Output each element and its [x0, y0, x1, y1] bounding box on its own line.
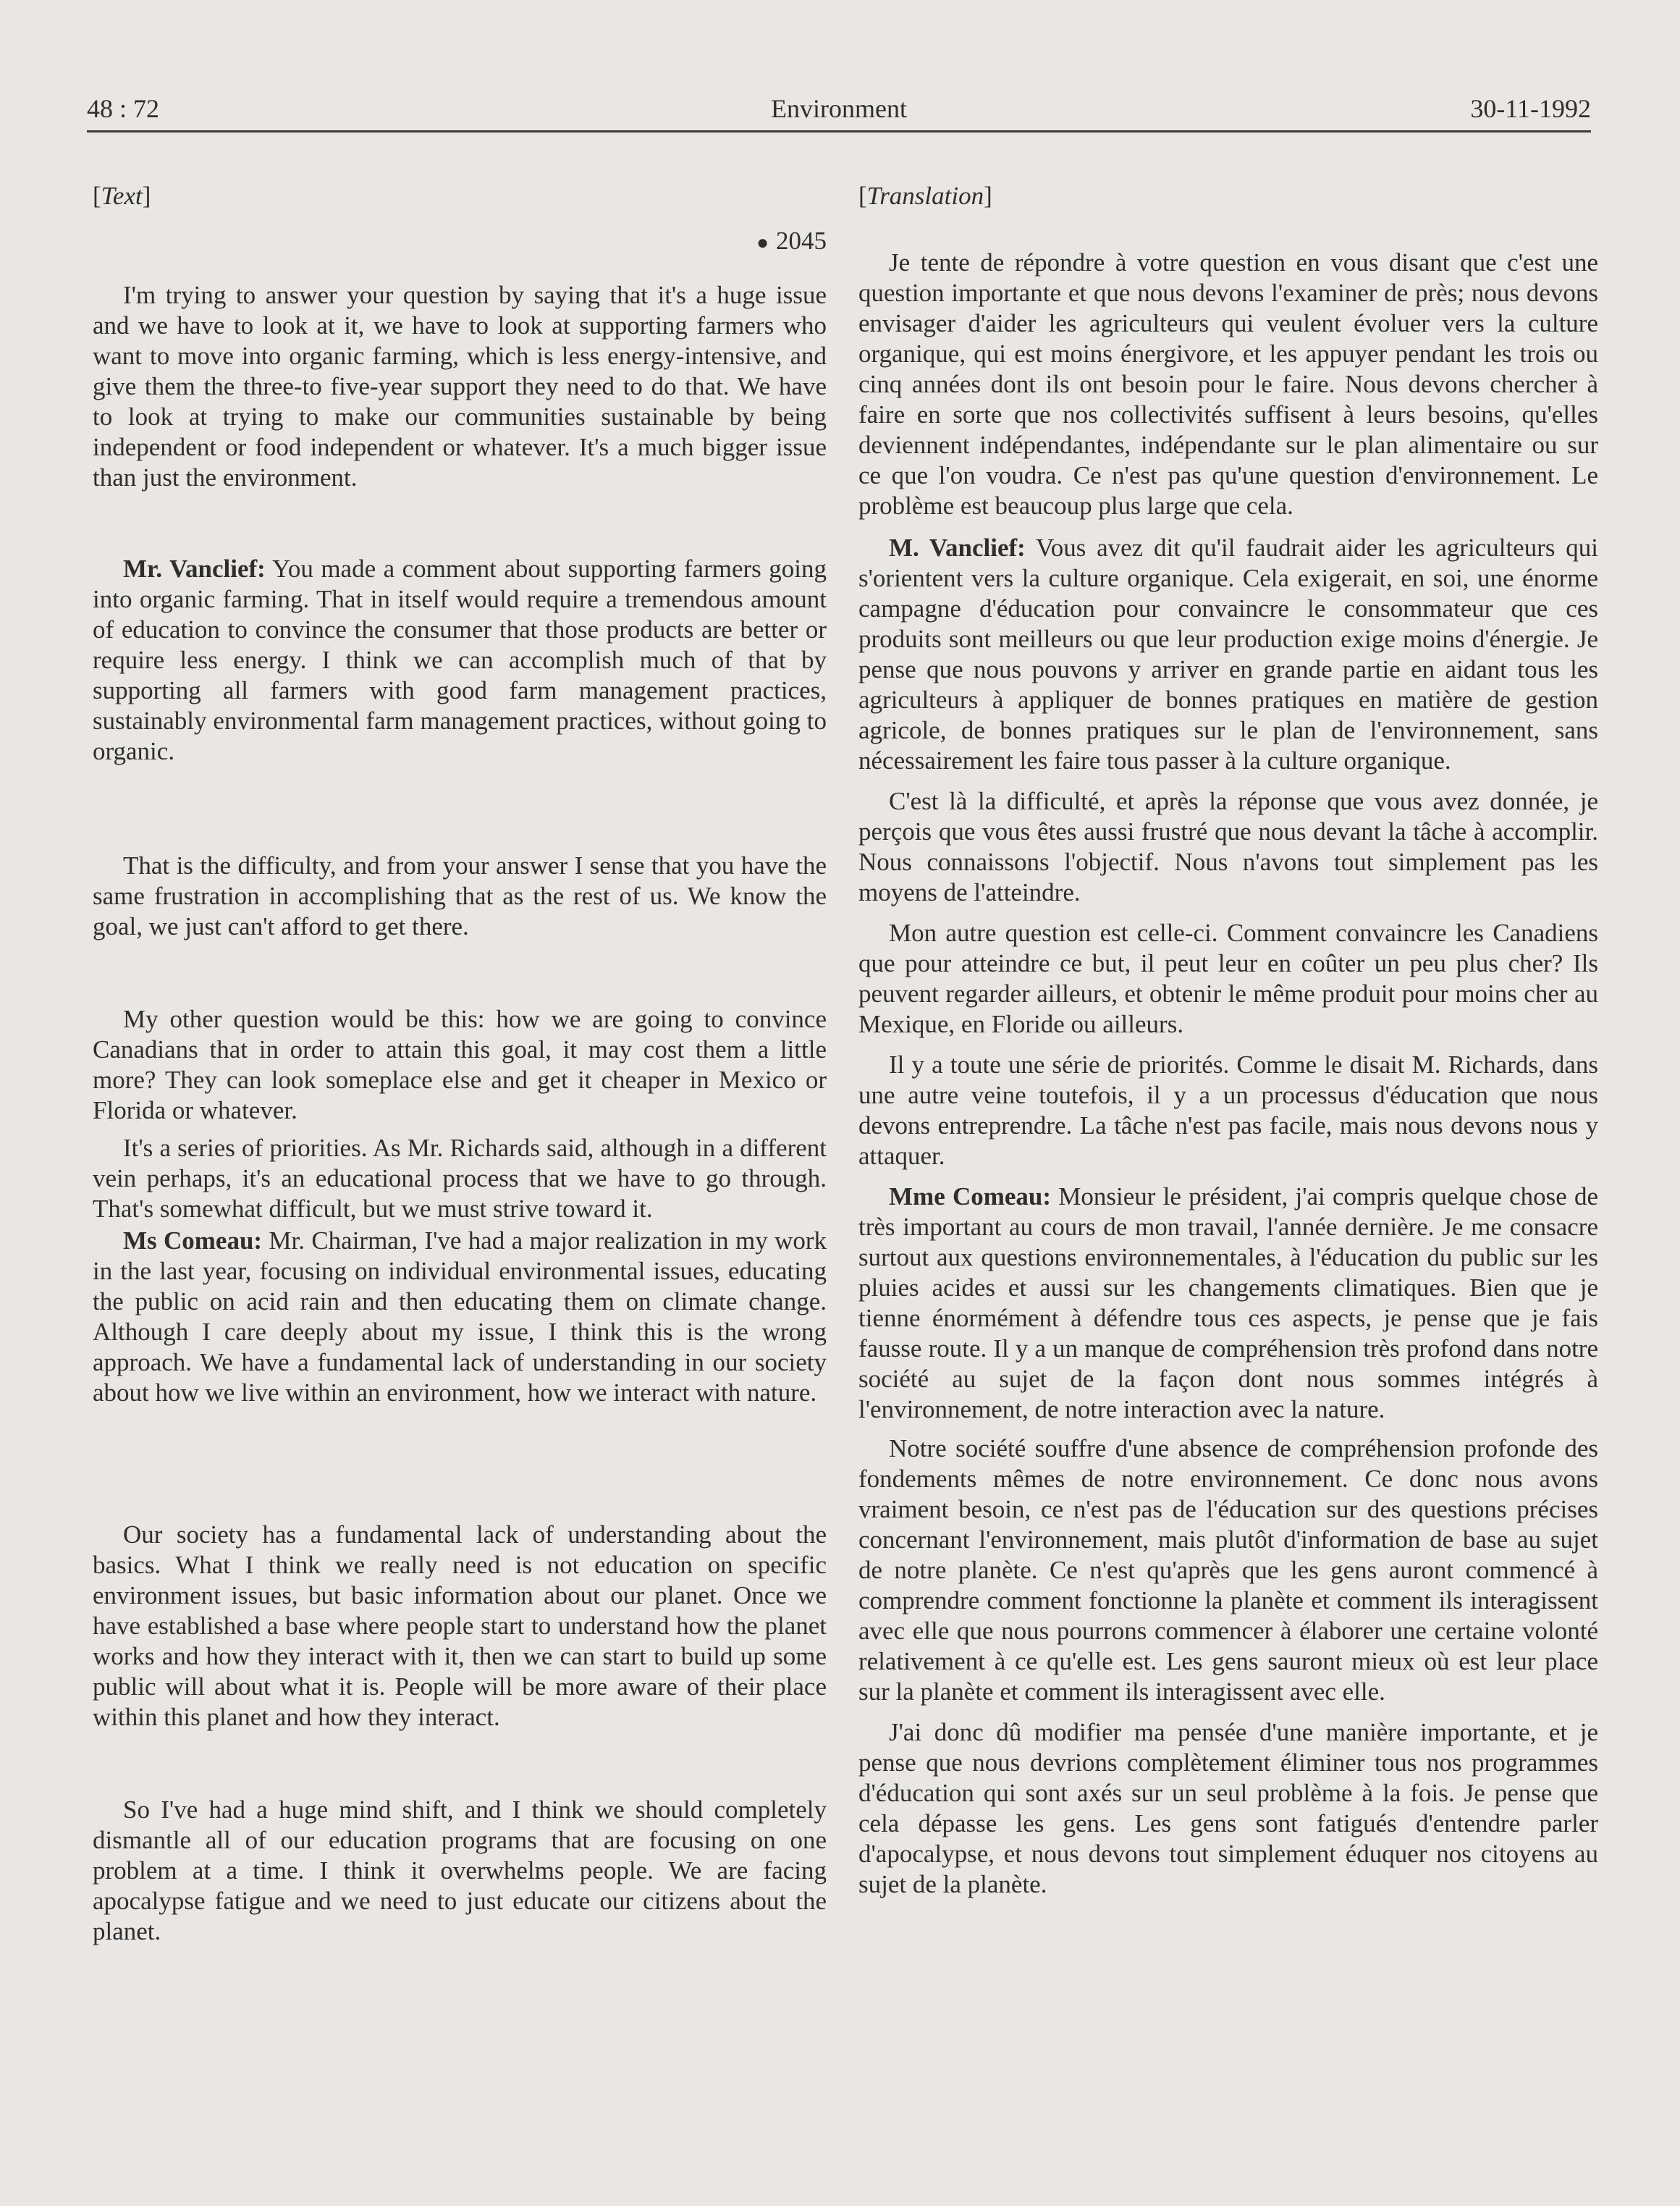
translation-label: [Translation]	[858, 182, 992, 210]
english-column	[93, 181, 827, 1947]
paragraph: Our society has a fundamental lack of understanding about the basics. What I think we really need is not education on specific environment issues, but basic information about our planet. Once we have established a base where people start to understand how the planet works and how they interact with it, then we can start to build up some public will about what it is. People will be more aware of their place within this planet and how they interact.	[93, 1520, 827, 1731]
page-number: 48 : 72	[87, 94, 160, 123]
paragraph: M. Vanclief: Vous avez dit qu'il faudrait aider les agriculteurs qui s'orientent vers la culture organique. Cela exigerait, en soi, une énorme campagne d'éducation pour convaincre le consommateur que ces produits sont meilleurs ou que leur production exige moins d'énergie. Je pense que nous pouvons y arriver en grande partie en aidant tous les agriculteurs à appliquer de bonnes pratiques en matière de gestion agricole, de bonnes pratiques sur le plan de l'environnement, sans nécessairement les faire tous passer à la culture organique.	[858, 534, 1598, 775]
paragraph: So I've had a huge mind shift, and I think we should completely dismantle all of our education programs that are focusing on one problem at a time. I think it overwhelms people. We are facing apocalypse fatigue and we need to just educate our citizens about the planet.	[93, 1795, 827, 1945]
header-date: 30-11-1992	[1470, 94, 1591, 123]
paragraph: Mr. Vanclief: You made a comment about supporting farmers going into organic farming. That in itself would require a tremendous amount of education to convince the consumer that those products are better or require less energy. I think we can accomplish much of that by supporting all farmers with good farm management practices, sustainably environmental farm management practices, without going to organic.	[93, 555, 827, 765]
paragraph: My other question would be this: how we are going to convince Canadians that in order to attain this goal, it may cost them a little more? They can look someplace else and get it cheaper in Mexico or Florida or whatever.	[93, 1005, 827, 1124]
section-title: Environment	[771, 94, 907, 123]
speaker-name: Ms Comeau:	[123, 1226, 263, 1255]
paragraph: That is the difficulty, and from your answer I sense that you have the same frustration in accomplishing that as the rest of us. We know the goal, we just can't afford to get there.	[93, 851, 827, 940]
paragraph: Notre société souffre d'une absence de compréhension profonde des fondements mêmes de notre environnement. Ce donc nous avons vraiment besoin, ce n'est pas de l'éducation sur des questions précises concernant l'environnement, mais plutôt d'information de base au sujet de notre planète. Ce n'est qu'après que les gens auront commencé à comprendre comment fonctionne la planète et comment ils interagissent avec elle que nous pourrons commencer à élaborer une certaine volonté relativement à ce qu'elle est. Les gens sauront mieux où est leur place sur la planète et comment ils interagissent avec elle.	[858, 1434, 1598, 1706]
speaker-name: M. Vanclief:	[889, 534, 1026, 562]
paragraph: Ms Comeau: Mr. Chairman, I've had a major realization in my work in the last year, focusing on individual environmental issues, educating the public on acid rain and then educating them on climate change. Although I care deeply about my issue, I think this is the wrong approach. We have a fundamental lack of understanding in our society about how we live within an environment, how we interact with nature.	[93, 1226, 827, 1407]
bullet-icon: ●	[756, 232, 769, 254]
paragraph: Je tente de répondre à votre question en vous disant que c'est une question importante et que nous devons l'examiner de près; nous devons envisager d'aider les agriculteurs qui veulent évoluer vers la culture organique, qui est moins énergivore, et les appuyer pendant les trois ou cinq années dont ils ont besoin pour le faire. Nous devons chercher à faire en sorte que nos collectivités suffisent à leurs besoins, qu'elles deviennent indépendantes, indépendante sur le plan alimentaire ou sur ce que l'on voudra. Ce n'est pas qu'une question d'environnement. Le problème est beaucoup plus large que cela.	[858, 248, 1598, 520]
paragraph: Mon autre question est celle-ci. Comment convaincre les Canadiens que pour atteindre ce but, il peut leur en coûter un peu plus cher? Ils peuvent regarder ailleurs, et obtenir le même produit pour moins cher au Mexique, en Floride ou ailleurs.	[858, 919, 1598, 1038]
paragraph: C'est là la difficulté, et après la réponse que vous avez donnée, je perçois que vous êtes aussi frustré que nous devant la tâche à accomplir. Nous connaissons l'objectif. Nous n'avons tout simplement pas les moyens de l'atteindre.	[858, 787, 1598, 906]
time-marker-value: 2045	[776, 227, 827, 255]
paragraph: I'm trying to answer your question by saying that it's a huge issue and we have to look at it, we have to look at supporting farmers who want to move into organic farming, which is less energy-intensive, and give them the three-to five-year support they need to do that. We have to look at trying to make our communities sustainable by being independent or food independent or whatever. It's a much bigger issue than just the environment.	[93, 281, 827, 492]
paragraph: J'ai donc dû modifier ma pensée d'une manière importante, et je pense que nous devrions complètement éliminer tous nos programmes d'éducation qui sont axés sur un seul problème à la fois. Je pense que cela dépasse les gens. Les gens sont fatigués d'entendre parler d'apocalypse, et nous devons tout simplement éduquer nos citoyens au sujet de la planète.	[858, 1718, 1598, 1898]
paragraph: Mme Comeau: Monsieur le président, j'ai compris quelque chose de très important au cours de mon travail, l'année dernière. Je me consacre surtout aux questions environnementales, à l'éducation du public sur les pluies acides et aussi sur les changements climatiques. Bien que je tienne énormément à défendre tous ces aspects, je pense que je fais fausse route. Il y a un manque de compréhension très profond dans notre société au sujet de la façon dont nous sommes intégrés à l'environnement, de notre interaction avec la nature.	[858, 1182, 1599, 1423]
paragraph: It's a series of priorities. As Mr. Richards said, although in a different vein perhaps, it's an educational process that we have to go through. That's somewhat difficult, but we must strive toward it.	[93, 1134, 827, 1223]
paragraph: Il y a toute une série de priorités. Comme le disait M. Richards, dans une autre veine toutefois, il y a un processus d'éducation que nous devons entreprendre. La tâche n'est pas facile, mais nous devons nous y attaquer.	[858, 1051, 1598, 1170]
speaker-name: Mme Comeau:	[889, 1182, 1052, 1211]
text-label: [Text]	[93, 182, 151, 210]
speaker-name: Mr. Vanclief:	[123, 555, 266, 583]
french-column	[858, 181, 1598, 1900]
running-header	[87, 88, 1591, 132]
time-marker	[93, 226, 827, 258]
